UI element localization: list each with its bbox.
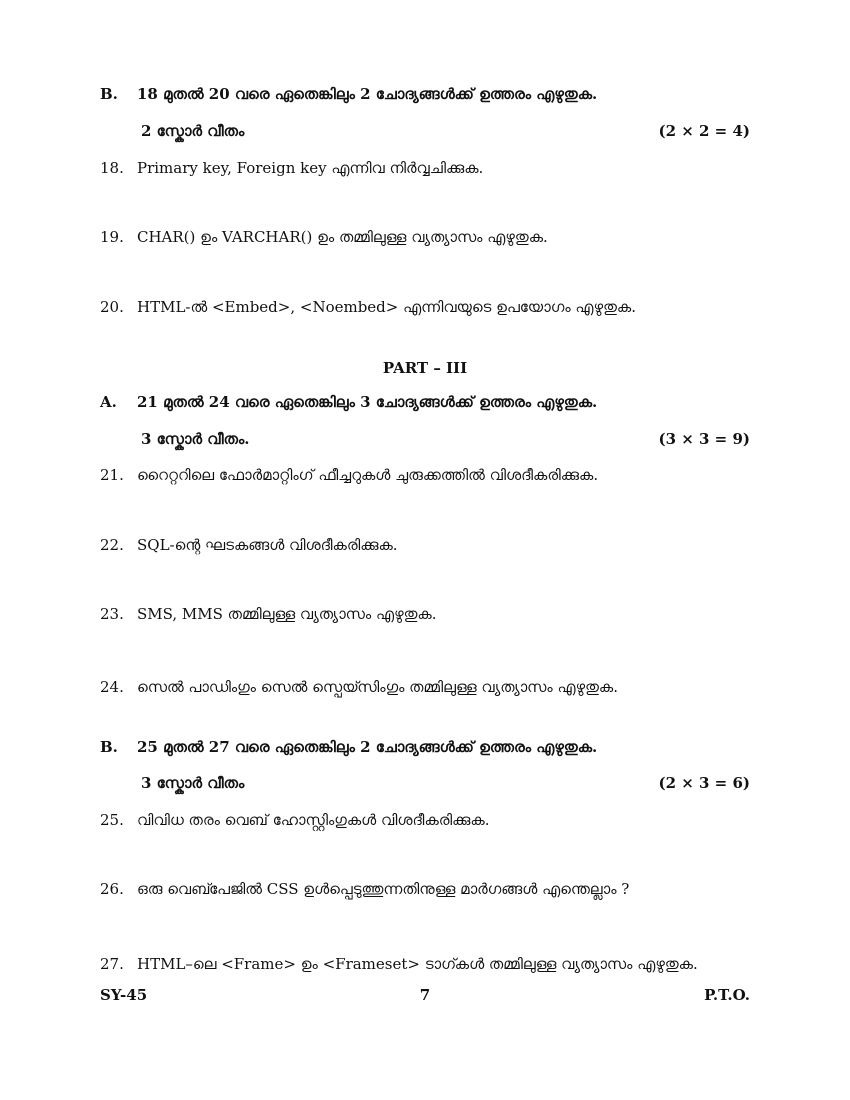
question-text: SMS, MMS തമ്മിലുള്ള വ്യത്യാസം എഴുതുക.: [137, 605, 437, 623]
question-text: HTML–ലെ <Frame> ഉം <Frameset> ടാഗ്കൾ തമ്മിലുള്ള വ്യത്യാസം എഴുതുക.: [137, 955, 698, 973]
question-text: SQL-ന്റെ ഘടകങ്ങൾ വിശദീകരിക്കുക.: [137, 536, 398, 554]
marks-formula: (3 × 3 = 9): [658, 430, 750, 448]
marks-formula: (2 × 2 = 4): [658, 122, 750, 140]
marks-label: 3 സ്കോർ വീതം.: [141, 430, 250, 448]
marks-label: 2 സ്കോർ വീതം: [141, 122, 245, 140]
question-text: CHAR() ഉം VARCHAR() ഉം തമ്മിലുള്ള വ്യത്യാസം എഴുതുക.: [137, 228, 548, 246]
section-letter: B.: [100, 85, 118, 103]
question-text: HTML-ൽ <Embed>, <Noembed> എന്നിവയുടെ ഉപയോഗം എഴുതുക.: [137, 298, 636, 316]
question-number: 19.: [100, 228, 124, 246]
question-number: 20.: [100, 298, 124, 316]
section-letter: B.: [100, 738, 118, 756]
question-number: 26.: [100, 880, 124, 898]
question-text: Primary key, Foreign key എന്നിവ നിർവ്വചിക്കുക.: [137, 159, 484, 177]
section-instruction: 21 മുതൽ 24 വരെ ഏതെങ്കിലും 3 ചോദ്യങ്ങൾക്ക് ഉത്തരം എഴുതുക.: [137, 393, 598, 411]
section-instruction: 25 മുതൽ 27 വരെ ഏതെങ്കിലും 2 ചോദ്യങ്ങൾക്ക് ഉത്തരം എഴുതുക.: [137, 738, 598, 756]
question-text: ഒരു വെബ്പേജിൽ CSS ഉൾപ്പെടുത്തുന്നതിനുള്ള മാർഗങ്ങൾ എന്തെല്ലാം ?: [137, 880, 630, 898]
question-number: 22.: [100, 536, 124, 554]
question-number: 27.: [100, 955, 124, 973]
question-text: സെൽ പാഡിംഗും സെൽ സ്പെയ്സിംഗും തമ്മിലുള്ള വ്യത്യാസം എഴുതുക.: [137, 678, 618, 696]
section-letter: A.: [100, 393, 117, 411]
question-number: 23.: [100, 605, 124, 623]
question-number: 25.: [100, 811, 124, 829]
part-title: PART – III: [382, 359, 468, 377]
marks-formula: (2 × 3 = 6): [658, 774, 750, 792]
question-text: റൈറ്ററിലെ ഫോർമാറ്റിംഗ് ഫീച്ചറുകൾ ചുരുക്കത്തിൽ വിശദീകരിക്കുക.: [137, 466, 599, 484]
question-number: 18.: [100, 159, 124, 177]
page-number: 7: [419, 986, 431, 1004]
question-number: 24.: [100, 678, 124, 696]
paper-code: SY-45: [100, 986, 148, 1004]
marks-label: 3 സ്കോർ വീതം: [141, 774, 245, 792]
section-instruction: 18 മുതൽ 20 വരെ ഏതെങ്കിലും 2 ചോദ്യങ്ങൾക്ക് ഉത്തരം എഴുതുക.: [137, 85, 598, 103]
please-turn-over: P.T.O.: [704, 986, 750, 1004]
question-text: വിവിധ തരം വെബ് ഹോസ്റ്റിംഗുകൾ വിശദീകരിക്കുക.: [137, 811, 490, 829]
question-number: 21.: [100, 466, 124, 484]
